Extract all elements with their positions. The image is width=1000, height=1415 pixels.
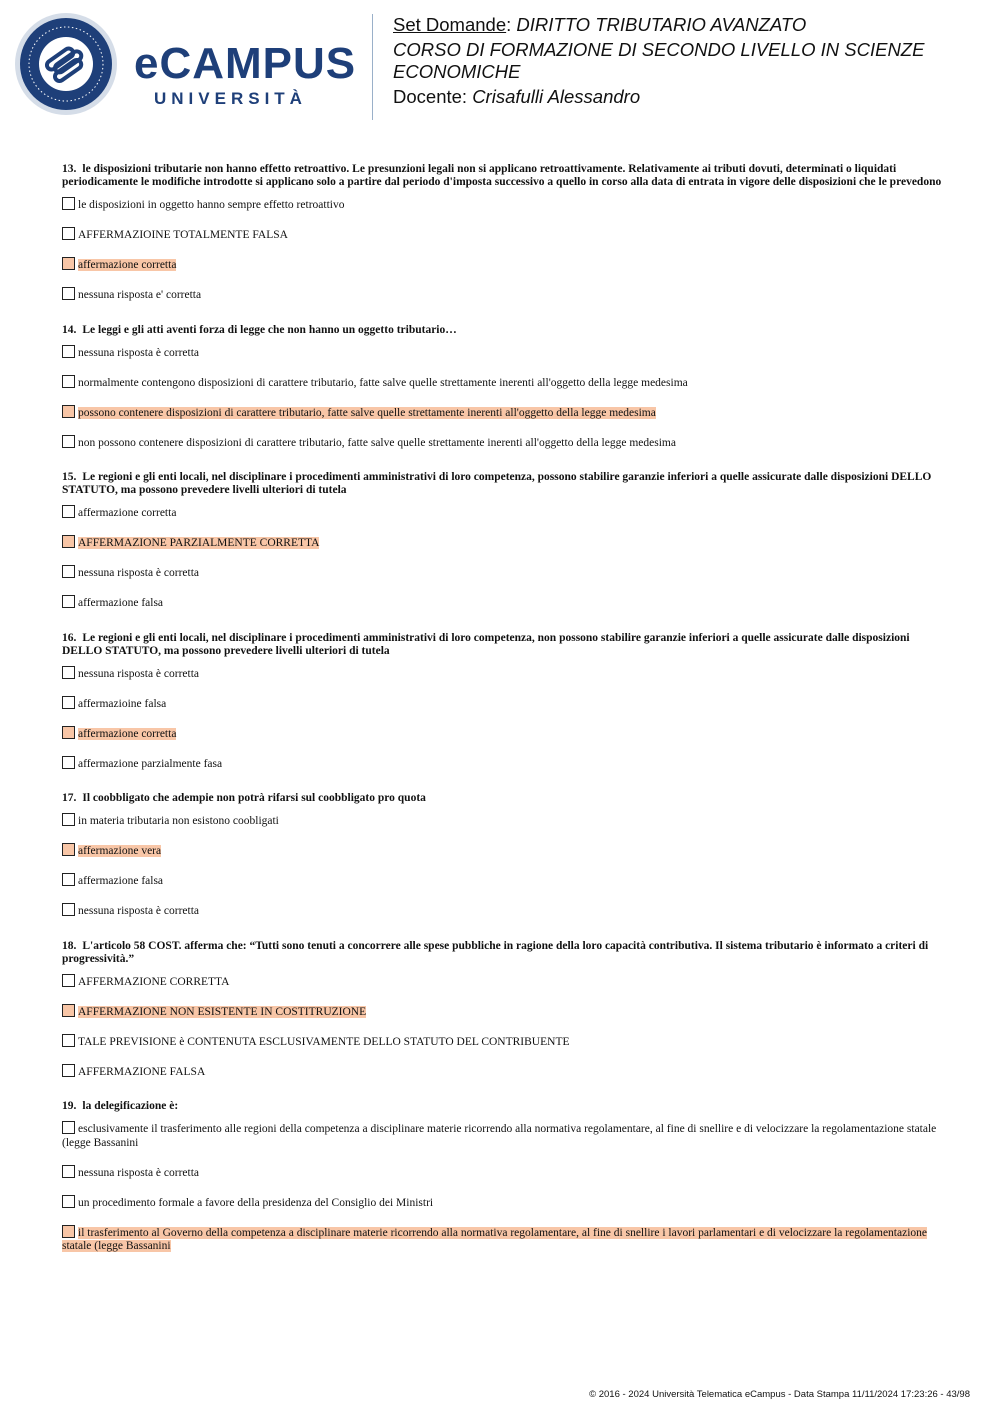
question-title: [62, 940, 942, 966]
answer-text: affermazioine falsa: [78, 697, 167, 710]
question-text: Le regioni e gli enti locali, nel disciplinare i procedimenti amministrativi di loro competenza, non possono stabilire garanzie inferiori a quelle assicurate dalle disposizioni DELLO STATUTO, ma possono prevedere livelli ulteriori di tutela: [62, 631, 910, 657]
set-domande-label: Set Domande: [393, 14, 507, 35]
answer-option[interactable]: [62, 1121, 942, 1150]
answer-text: nessuna risposta è corretta: [78, 667, 200, 680]
course-title: CORSO DI FORMAZIONE DI SECONDO LIVELLO IN SCIENZE ECONOMICHE: [393, 39, 925, 82]
answer-checkbox[interactable]: [62, 903, 75, 916]
correct-answer-text: AFFERMAZIONE NON ESISTENTE IN COSTITRUZIONE: [78, 1005, 367, 1018]
answer-checkbox[interactable]: [62, 595, 75, 608]
answer-option[interactable]: [62, 1064, 942, 1080]
answer-checkbox[interactable]: [62, 843, 75, 856]
question-block: [62, 471, 942, 611]
set-domande-line: [393, 14, 983, 36]
question-title: [62, 324, 942, 337]
correct-answer-text: possono contenere disposizioni di carattere tributario, fatte salve quelle strettamente inerenti all'oggetto della legge medesima: [78, 406, 656, 419]
answer-checkbox[interactable]: [62, 1121, 75, 1134]
answer-checkbox[interactable]: [62, 1034, 75, 1047]
answer-text: normalmente contengono disposizioni di carattere tributario, fatte salve quelle strettamente inerenti all'oggetto della legge medesima: [78, 376, 688, 389]
answer-text: le disposizioni in oggetto hanno sempre effetto retroattivo: [78, 199, 345, 211]
page-footer: © 2016 - 2024 Università Telematica eCampus - Data Stampa 11/11/2024 17:23:26 - 43/98: [589, 1389, 970, 1400]
answer-checkbox[interactable]: [62, 696, 75, 709]
answer-option[interactable]: [62, 565, 942, 581]
answer-option[interactable]: [62, 756, 942, 772]
answer-option[interactable]: [62, 227, 942, 243]
answer-option[interactable]: [62, 595, 942, 611]
question-number: 15.: [62, 471, 77, 483]
answer-checkbox[interactable]: [62, 287, 75, 300]
answer-checkbox[interactable]: [62, 375, 75, 388]
answer-text: AFFERMAZIONE CORRETTA: [78, 975, 230, 988]
question-text: L'articolo 58 COST. afferma che: “Tutti sono tenuti a concorrere alle spese pubbliche in ragione della loro capacità contributiva. Il sistema tributario è informato a criteri di progressività.”: [62, 939, 929, 965]
answer-text: affermazione falsa: [78, 597, 164, 609]
course-line: [393, 39, 983, 83]
ecampus-seal-logo-icon: [14, 12, 118, 116]
answer-option[interactable]: [62, 903, 942, 919]
answer-checkbox[interactable]: [62, 974, 75, 987]
answer-text: nessuna risposta è corretta: [78, 567, 200, 579]
answer-checkbox[interactable]: [62, 1225, 75, 1238]
answer-checkbox[interactable]: [62, 1064, 75, 1077]
answer-checkbox[interactable]: [62, 435, 75, 448]
answer-text: AFFERMAZIONE FALSA: [78, 1065, 206, 1078]
question-list: [62, 163, 942, 1275]
question-title: [62, 471, 942, 497]
answer-option[interactable]: [62, 696, 942, 712]
question-text: la delegificazione è:: [82, 1100, 179, 1112]
set-domande-value: DIRITTO TRIBUTARIO AVANZATO: [516, 14, 807, 35]
question-text: Le leggi e gli atti aventi forza di legge che non hanno un oggetto tributario…: [82, 323, 457, 336]
question-block: [62, 632, 942, 772]
answer-option[interactable]: [62, 197, 942, 213]
answer-checkbox[interactable]: [62, 756, 75, 769]
question-title: [62, 792, 942, 805]
answer-option[interactable]: [62, 375, 942, 391]
answer-option[interactable]: [62, 843, 942, 859]
answer-text: nessuna risposta è corretta: [78, 1166, 200, 1179]
question-number: 16.: [62, 631, 77, 644]
question-number: 14.: [62, 323, 77, 336]
answer-option[interactable]: [62, 257, 942, 273]
question-text: le disposizioni tributarie non hanno effetto retroattivo. Le presunzioni legali non si applicano retroattivamente. Relativamente ai tributi dovuti, determinati o liquidati periodicamente le modifiche introdotte si applicano solo a partire dal periodo d'imposta successivo a quello in corso alla data di entrata in vigore delle disposizioni che le prevedono: [62, 163, 942, 188]
answer-option[interactable]: [62, 287, 942, 303]
answer-text: affermazione parzialmente fasa: [78, 757, 223, 770]
answer-checkbox[interactable]: [62, 197, 75, 210]
answer-checkbox[interactable]: [62, 873, 75, 886]
answer-text: non possono contenere disposizioni di carattere tributario, fatte salve quelle strettamente inerenti all'oggetto della legge medesima: [78, 436, 676, 449]
question-text: Le regioni e gli enti locali, nel disciplinare i procedimenti amministrativi di loro competenza, possono stabilire garanzie inferiori a quelle assicurate dalle disposizioni DELLO STATUTO, ma possono prevedere livelli ulteriori di tutela: [62, 471, 932, 496]
correct-answer-text: AFFERMAZIONE PARZIALMENTE CORRETTA: [78, 537, 320, 549]
answer-option[interactable]: [62, 1034, 942, 1050]
docente-line: [393, 86, 983, 108]
answer-text: affermazione falsa: [78, 875, 164, 887]
question-title: [62, 632, 942, 658]
answer-checkbox[interactable]: [62, 227, 75, 240]
docente-name: Crisafulli Alessandro: [472, 86, 641, 107]
answer-option[interactable]: [62, 535, 942, 551]
answer-option[interactable]: [62, 873, 942, 889]
question-title: [62, 163, 942, 189]
answer-text: un procedimento formale a favore della presidenza del Consiglio dei Ministri: [78, 1196, 434, 1209]
question-number: 18.: [62, 939, 77, 952]
correct-answer-text: il trasferimento al Governo della competenza a disciplinare materie ricorrendo alla normativa regolamentare, al fine di snellire i lavori parlamentari e di velocizzare la regolamentazione statale (legge Bassanini: [62, 1226, 928, 1252]
question-block: [62, 792, 942, 919]
logo-subtitle: UNIVERSITÀ: [154, 89, 307, 108]
question-block: [62, 940, 942, 1080]
answer-checkbox[interactable]: [62, 1195, 75, 1208]
answer-checkbox[interactable]: [62, 505, 75, 518]
answer-text: nessuna risposta e' corretta: [78, 289, 202, 301]
answer-checkbox[interactable]: [62, 1004, 75, 1017]
answer-text: nessuna risposta è corretta: [78, 905, 200, 917]
ecampus-logo: [14, 12, 359, 118]
answer-checkbox[interactable]: [62, 666, 75, 679]
correct-answer-text: affermazione vera: [78, 845, 162, 857]
answer-option[interactable]: [62, 1195, 942, 1211]
answer-text: AFFERMAZIOINE TOTALMENTE FALSA: [78, 229, 288, 241]
answer-checkbox[interactable]: [62, 535, 75, 548]
question-text: Il coobbligato che adempie non potrà rifarsi sul coobbligato pro quota: [82, 792, 426, 804]
answer-checkbox[interactable]: [62, 257, 75, 270]
question-number: 19.: [62, 1100, 77, 1112]
answer-checkbox[interactable]: [62, 345, 75, 358]
answer-checkbox[interactable]: [62, 405, 75, 418]
answer-option[interactable]: [62, 813, 942, 829]
docente-label: Docente:: [393, 86, 468, 107]
answer-text: nessuna risposta è corretta: [78, 346, 200, 359]
answer-option[interactable]: [62, 1225, 942, 1254]
answer-text: esclusivamente il trasferimento alle regioni della competenza a disciplinare materie ricorrendo alla normativa regolamentare, al fine di snellire e di velocizzare la regolamentazione statale (legge Bassanini: [62, 1123, 937, 1149]
correct-answer-text: affermazione corretta: [78, 259, 177, 271]
question-number: 17.: [62, 792, 77, 804]
question-title: [62, 1100, 942, 1113]
answer-option[interactable]: [62, 1004, 942, 1020]
answer-option[interactable]: [62, 435, 942, 451]
answer-checkbox[interactable]: [62, 726, 75, 739]
correct-answer-text: affermazione corretta: [78, 727, 177, 740]
answer-option[interactable]: [62, 1165, 942, 1181]
answer-checkbox[interactable]: [62, 1165, 75, 1178]
answer-option[interactable]: [62, 974, 942, 990]
answer-option[interactable]: [62, 666, 942, 682]
logo-wordmark: eCAMPUS: [134, 39, 357, 88]
question-block: [62, 1100, 942, 1254]
answer-text: TALE PREVISIONE è CONTENUTA ESCLUSIVAMENTE DELLO STATUTO DEL CONTRIBUENTE: [78, 1035, 570, 1048]
header-info: [393, 14, 983, 111]
answer-option[interactable]: [62, 505, 942, 521]
answer-checkbox[interactable]: [62, 565, 75, 578]
question-block: [62, 324, 942, 451]
answer-option[interactable]: [62, 345, 942, 361]
question-block: [62, 163, 942, 303]
answer-text: in materia tributaria non esistono coobligati: [78, 815, 279, 827]
answer-option[interactable]: [62, 726, 942, 742]
answer-checkbox[interactable]: [62, 813, 75, 826]
answer-option[interactable]: [62, 405, 942, 421]
page-header: [0, 0, 1000, 130]
question-number: 13.: [62, 163, 77, 175]
set-domande-colon: :: [506, 14, 517, 35]
header-divider: [372, 14, 373, 120]
answer-text: affermazione corretta: [78, 507, 177, 519]
